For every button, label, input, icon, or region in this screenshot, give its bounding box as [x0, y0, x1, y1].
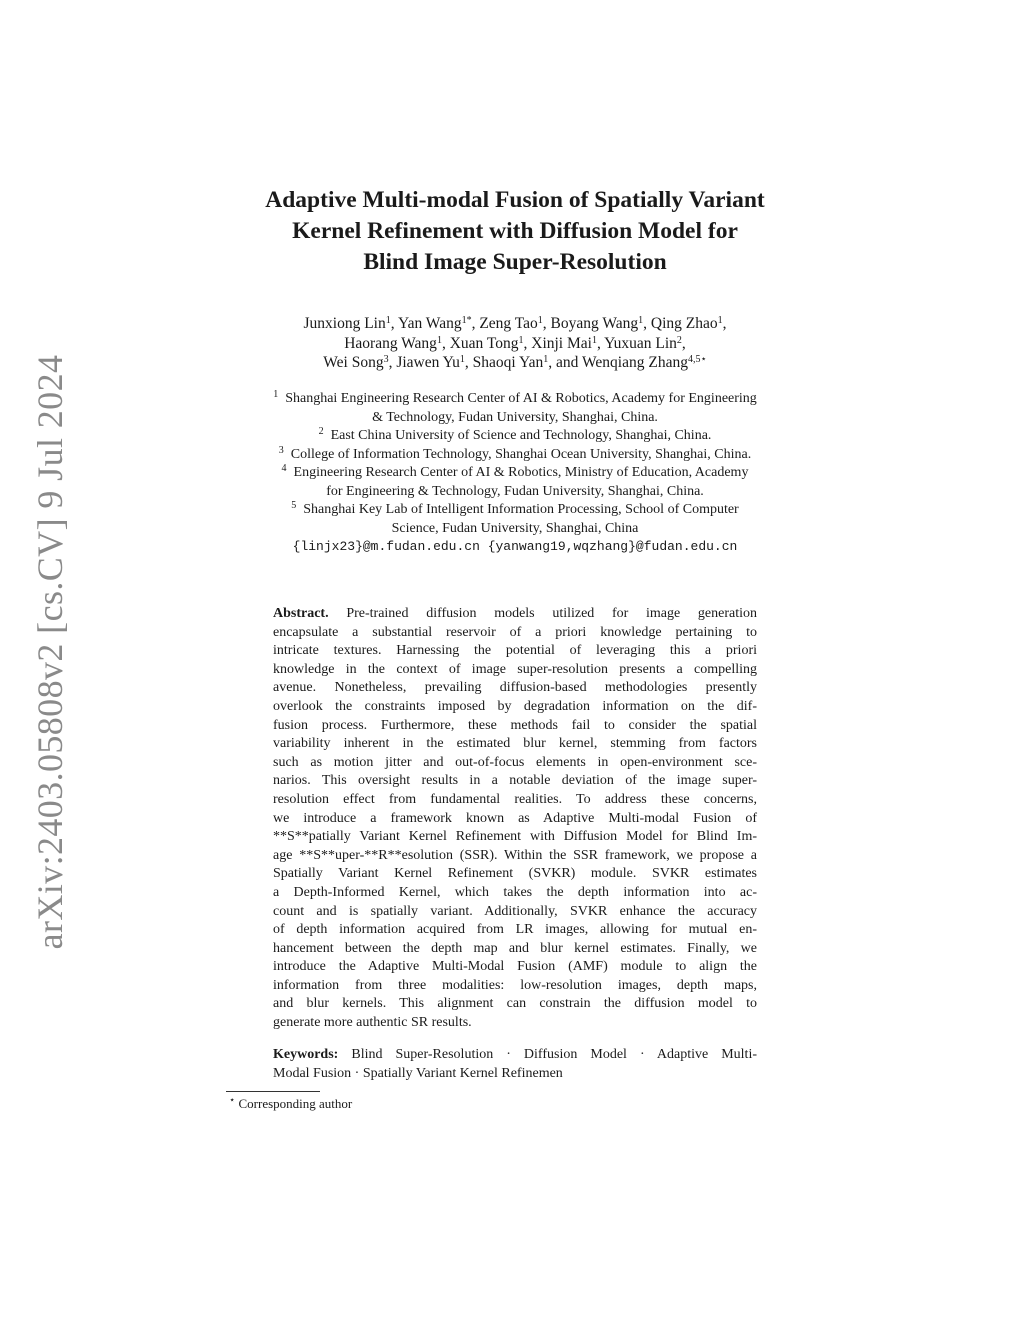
author-affiliation-marker: 1: [385, 315, 391, 326]
author-name: Yan Wang: [397, 315, 462, 332]
author-separator: ,: [441, 334, 450, 352]
author-separator: ,: [464, 354, 473, 371]
abstract-line: [273, 810, 757, 829]
abstract-text: hancement between the depth map and blur kernel estimates. Finally, we: [273, 940, 757, 956]
footnote-marker: ⋆: [229, 1095, 236, 1106]
author-affiliation-marker: 1: [638, 315, 644, 326]
abstract-text: knowledge in the context of image super-resolution presents a compelling: [273, 661, 757, 677]
keywords-text: Modal Fusion · Spatially Variant Kernel Refinemen: [273, 1065, 563, 1081]
footnote-corresponding-author: [229, 1096, 352, 1112]
author-affiliation-marker: 3: [383, 354, 389, 365]
author-separator: ,: [643, 315, 651, 332]
affiliation-text: & Technology, Fudan University, Shanghai, China.: [372, 409, 658, 425]
abstract-text: a Depth-Informed Kernel, which takes the depth information into ac-: [273, 884, 757, 900]
author-name: Boyang Wang: [550, 315, 639, 332]
author-separator: ,: [681, 334, 686, 352]
footnote-text: Corresponding author: [238, 1096, 353, 1111]
affiliation-line: [190, 483, 840, 502]
abstract-text: information from three modalities: low-resolution images, depth maps,: [273, 977, 757, 993]
abstract-text: fusion process. Furthermore, these methods fail to consider the spatial: [273, 717, 757, 733]
author-affiliation-marker: 1: [543, 354, 549, 365]
abstract-text: encapsulate a substantial reservoir of a priori knowledge pertaining to: [273, 624, 757, 640]
author-name: Haorang Wang: [344, 334, 437, 352]
abstract-line: [273, 847, 757, 866]
author-line: [190, 334, 840, 354]
abstract: [273, 605, 757, 1033]
title-line: Kernel Refinement with Diffusion Model for: [292, 218, 738, 244]
affiliation-text: East China University of Science and Technology, Shanghai, China.: [330, 428, 712, 443]
abstract-text: Spatially Variant Kernel Refinement (SVKR) module. SVKR estimates: [273, 866, 757, 882]
author-separator: ,: [388, 354, 397, 371]
affiliation-line: [190, 409, 840, 428]
author-affiliation-marker: 1*: [461, 315, 472, 326]
title-line: Adaptive Multi-modal Fusion of Spatially Variant: [265, 187, 765, 213]
affiliation-line: [190, 501, 840, 520]
abstract-line: [273, 698, 757, 717]
affiliation-number: 3: [278, 444, 284, 456]
author-affiliation-marker: 2: [676, 334, 682, 346]
author-affiliation-marker: 1: [436, 334, 442, 346]
abstract-line: [273, 735, 757, 754]
author-name: Wei Song: [323, 354, 384, 371]
abstract-line: [273, 717, 757, 736]
affiliation-line: [190, 446, 840, 465]
abstract-line: [273, 661, 757, 680]
abstract-text: **S**patially Variant Kernel Refinement with Diffusion Model for Blind Im-: [273, 829, 757, 845]
author-line: [190, 314, 840, 334]
contact-emails: {linjx23}@m.fudan.edu.cn {yanwang19,wqzhang}@fudan.edu.cn: [292, 539, 738, 554]
author-affiliation-marker: 1: [591, 334, 597, 346]
affiliation-line: [190, 520, 840, 539]
abstract-text: introduce the Adaptive Multi-Modal Fusion (AMF) module to align the: [273, 959, 757, 975]
author-separator: ,: [390, 315, 398, 332]
abstract-text: overlook the constraints imposed by degradation information on the dif-: [273, 698, 757, 714]
abstract-line: [273, 903, 757, 922]
abstract-text: resolution effect from fundamental realities. To address these concerns,: [273, 791, 757, 807]
abstract-text: such as motion jitter and out-of-focus elements in open-environment sce-: [273, 754, 757, 770]
arxiv-identifier-text: arXiv:2403.05808v2 [cs.CV] 9 Jul 2024: [30, 354, 70, 950]
abstract-text: generate more authentic SR results.: [273, 1015, 472, 1031]
abstract-text: and blur kernels. This alignment can constrain the diffusion model to: [273, 996, 757, 1012]
abstract-text: of depth information acquired from LR images, allowing for mutual en-: [273, 922, 757, 938]
keywords-label: Keywords:: [273, 1047, 339, 1062]
abstract-text: age **S**uper-**R**esolution (SSR). Within the SSR framework, we propose a: [273, 847, 757, 863]
footnote-divider: [226, 1091, 320, 1092]
abstract-line: [273, 940, 757, 959]
abstract-line: [273, 865, 757, 884]
abstract-line: [273, 624, 757, 643]
author-name: Yuxuan Lin: [604, 334, 677, 352]
author-name: Qing Zhao: [650, 315, 718, 332]
abstract-text: we introduce a framework known as Adaptive Multi-modal Fusion of: [273, 810, 757, 826]
author-affiliation-marker: 1: [518, 334, 524, 346]
abstract-line: [273, 679, 757, 698]
affiliation-line: [190, 390, 840, 409]
author-separator: ,: [542, 315, 551, 332]
abstract-line: [273, 921, 757, 940]
abstract-text: avenue. Nonetheless, prevailing diffusion-based methodologies presently: [273, 680, 757, 696]
affiliation-line: [190, 464, 840, 483]
affiliation-text: for Engineering & Technology, Fudan University, Shanghai, China.: [326, 483, 704, 499]
abstract-line: [273, 791, 757, 810]
abstract-line: [273, 995, 757, 1014]
affiliation-text: Science, Fudan University, Shanghai, China: [391, 520, 639, 536]
abstract-line: [273, 828, 757, 847]
author-name: Jiawen Yu: [396, 354, 460, 371]
affiliation-number: 1: [273, 389, 279, 400]
abstract-line: [273, 977, 757, 996]
author-separator: , and: [548, 354, 583, 371]
author-separator: ,: [596, 334, 605, 352]
paper-title: [190, 185, 840, 278]
author-name: Xuan Tong: [449, 334, 519, 352]
abstract-line: [273, 884, 757, 903]
affiliation-number: 2: [318, 426, 324, 437]
affiliation-list: [190, 390, 840, 557]
abstract-label: Abstract.: [273, 606, 329, 621]
abstract-text: narios. This oversight results in a notable deviation of the image super-: [273, 773, 757, 789]
keywords-line: [273, 1046, 757, 1065]
author-name: Wenqiang Zhang: [582, 354, 688, 371]
affiliation-text: Shanghai Engineering Research Center of AI & Robotics, Academy for Engineering: [285, 391, 757, 406]
abstract-text: variability inherent in the estimated blur kernel, stemming from factors: [273, 736, 757, 752]
affiliation-number: 4: [281, 463, 287, 474]
author-separator: ,: [471, 315, 480, 332]
abstract-text: intricate textures. Harnessing the potential of leveraging this a priori: [273, 643, 757, 659]
affiliation-line: [190, 427, 840, 446]
author-name: Zeng Tao: [479, 315, 538, 332]
affiliation-text: College of Information Technology, Shanghai Ocean University, Shanghai, China.: [290, 446, 752, 462]
abstract-line: [273, 754, 757, 773]
abstract-text: count and is spatially variant. Additionally, SVKR enhance the accuracy: [273, 903, 757, 919]
title-line: Blind Image Super-Resolution: [363, 249, 667, 275]
author-separator: ,: [523, 334, 532, 352]
author-affiliation-marker: 1: [537, 315, 543, 326]
affiliation-text: Shanghai Key Lab of Intelligent Information Processing, School of Computer: [303, 502, 739, 517]
abstract-line: [273, 605, 757, 624]
abstract-line: [273, 1014, 757, 1033]
author-name: Xinji Mai: [531, 334, 592, 352]
abstract-line: [273, 642, 757, 661]
keywords-line: [273, 1065, 757, 1084]
author-name: Junxiong Lin: [303, 315, 386, 332]
abstract-text: Pre-trained diffusion models utilized for image generation: [346, 606, 757, 621]
author-affiliation-marker: 1: [717, 315, 723, 326]
keywords-text: Blind Super-Resolution · Diffusion Model · Adaptive Multi-: [351, 1047, 757, 1062]
arxiv-identifier-stamp: [20, 354, 80, 950]
author-affiliation-marker: 1: [459, 354, 465, 365]
affiliation-text: Engineering Research Center of AI & Robotics, Ministry of Education, Academy: [293, 465, 749, 480]
author-affiliation-marker: 4,5⋆: [687, 354, 707, 365]
keywords: [273, 1046, 757, 1083]
author-list: [190, 314, 840, 373]
affiliation-number: 5: [291, 500, 297, 511]
author-separator: ,: [722, 315, 727, 332]
author-line: [190, 353, 840, 373]
author-name: Shaoqi Yan: [472, 354, 544, 371]
abstract-line: [273, 772, 757, 791]
abstract-line: [273, 958, 757, 977]
